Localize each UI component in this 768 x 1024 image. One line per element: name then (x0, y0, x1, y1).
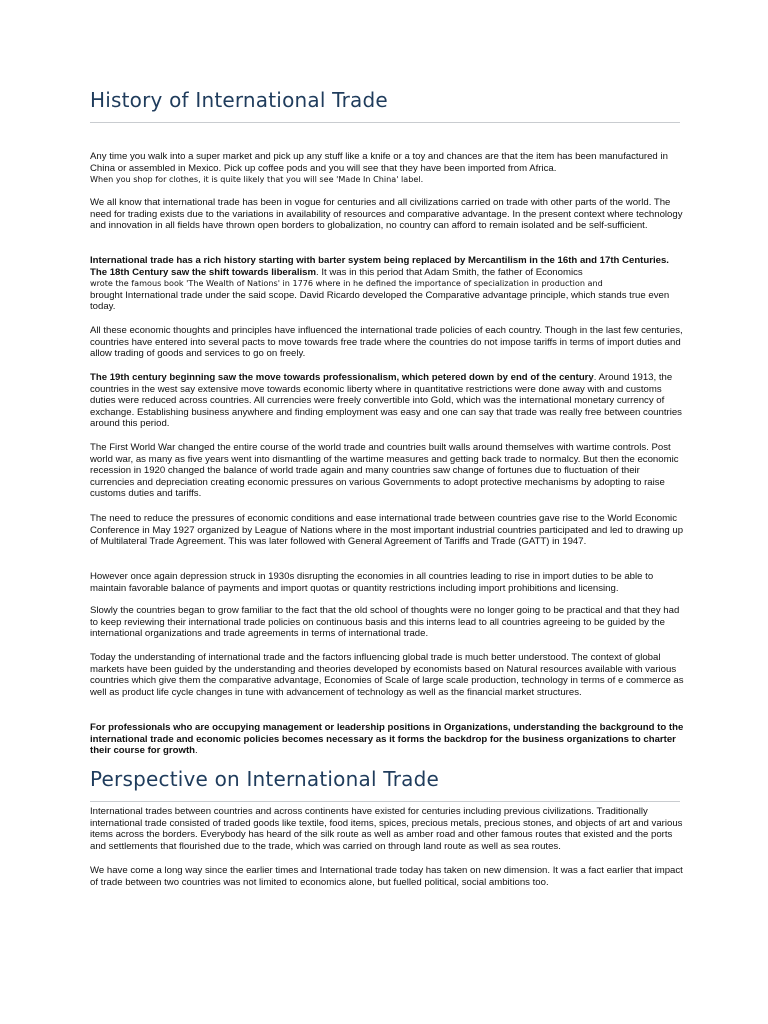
section-heading-perspective: Perspective on International Trade (90, 767, 440, 791)
heading-divider (90, 122, 680, 123)
paragraph-history-small: wrote the famous book 'The Wealth of Nations' in 1776 where in he defined the importance of specialization in production and (90, 278, 603, 289)
paragraph-history-bold: International trade has a rich history starting with barter system being replaced by Mercantilism in the 16th and 17th Centuries. The 18th Century saw the shift towards liberalism (90, 255, 669, 278)
section-heading-history: History of International Trade (90, 88, 388, 112)
paragraph-today: Today the understanding of international trade and the factors influencing global trade is much better understood. The context of global markets have been guided by the understanding and theories developed by economists based on Natural resources available with various countries which give them the comparative advantage, Economies of Scale of large scale production, technology in terms of e commerce as well as product life cycle changes in tune with advancement of technology as well as the financial market structures. (90, 652, 684, 698)
paragraph-history-text: . It was in this period that Adam Smith, the father of Economics (316, 266, 583, 278)
paragraph-depression: However once again depression struck in 1930s disrupting the economies in all countries leading to rise in import duties to be able to maintain favorable balance of payments and import quotas or quantity restrictions including import prohibitions and licensing. (90, 571, 654, 594)
paragraph-19th-bold: The 19th century beginning saw the move towards professionalism, which petered down by end of the century (90, 372, 594, 383)
paragraph-19th-text: . Around 1913, the countries in the west say extensive move towards economic liberty where in quantitative restrictions were done away with and customs duties were reduced across countries. All currencies were freely convertible into Gold, which was the international monetary currency of exchange. Establishing business anywhere and finding employment was easy and one can say that trade was really free between countries around this period. (90, 372, 682, 430)
paragraph-trades: International trades between countries and across continents have existed for centuries including previous civilizations. Traditionally international trade consisted of traded goods like textile, food items, spices, precious metals, precious stones, and objects of art and various items across the borders. Everybody has heard of the silk route as well as amber road and other famous routes that existed and the ports and settlements that flourished due to the trade, which was carried on through land route as well as sea routes. (90, 806, 683, 852)
paragraph-conference: The need to reduce the pressures of economic conditions and ease international trade between countries gave rise to the World Economic Conference in May 1927 organized by League of Nations where in the most important industrial countries participated and led to drawing up of Multilateral Trade Agreement. This was later followed with General Agreement of Tariffs and Trade (GATT) in 1947. (90, 513, 684, 548)
paragraph-long-way: We have come a long way since the earlier times and International trade today has taken on new dimension. It was a fact earlier that impact of trade between two countries was not limited to economics alone, but fuelled political, social ambitions too. (90, 865, 683, 888)
heading-divider (90, 801, 680, 802)
paragraph-professionals-end: . (195, 745, 198, 757)
paragraph-professionals (90, 722, 684, 757)
paragraph-professionals-bold: For professionals who are occupying management or leadership positions in Organizations, understanding the background to the international trade and economic policies becomes necessary as it forms the backdrop for the business organizations to charter their course for growth (90, 722, 684, 757)
paragraph-intro-text: Any time you walk into a super market and pick up any stuff like a knife or a toy and chances are that the item has been manufactured in China or assembled in Mexico. Pick up coffee pods and you will see that they have been imported from Africa. (90, 151, 668, 174)
paragraph-vogue: We all know that international trade has been in vogue for centuries and all civilizations carried on trade with other parts of the world. The need for trading exists due to the variations in availability of resources and comparative advantage. In the present context where technology and innovation in all fields have thrown open borders to globalization, no country can afford to remain isolated and be self-sufficient. (90, 197, 683, 232)
paragraph-19th-century (90, 372, 684, 430)
paragraph-familiar: Slowly the countries began to grow familiar to the fact that the old school of thoughts were no longer going to be practical and that they had to keep reviewing their international trade policies on continuous basis and this interns lead to all countries agreeing to be guided by the international organizations and trade agreements in terms of international trade. (90, 605, 680, 640)
paragraph-history (90, 255, 684, 313)
paragraph-intro-note: When you shop for clothes, it is quite likely that you will see 'Made In China' label. (90, 174, 424, 185)
paragraph-principles: All these economic thoughts and principles have influenced the international trade policies of each country. Though in the last few centuries, countries have entered into several pacts to move towards free trade where the countries do not impose tariffs in terms of import duties and allow trading of goods and services to go on freely. (90, 325, 683, 360)
paragraph-history-end: brought International trade under the said scope. David Ricardo developed the Comparative advantage principle, which stands true even today. (90, 289, 670, 313)
paragraph-intro (90, 151, 684, 186)
paragraph-world-war: The First World War changed the entire course of the world trade and countries built walls around themselves with wartime controls. Post world war, as many as five years went into dismantling of the wartime measures and getting back trade to normalcy. But then the economic recession in 1920 changed the balance of world trade again and many countries saw change of fortunes due to fluctuation of their currencies and depreciation creating economic pressures on various Governments to adopt protective mechanisms by adopting to raise customs duties and tariffs. (90, 442, 679, 500)
